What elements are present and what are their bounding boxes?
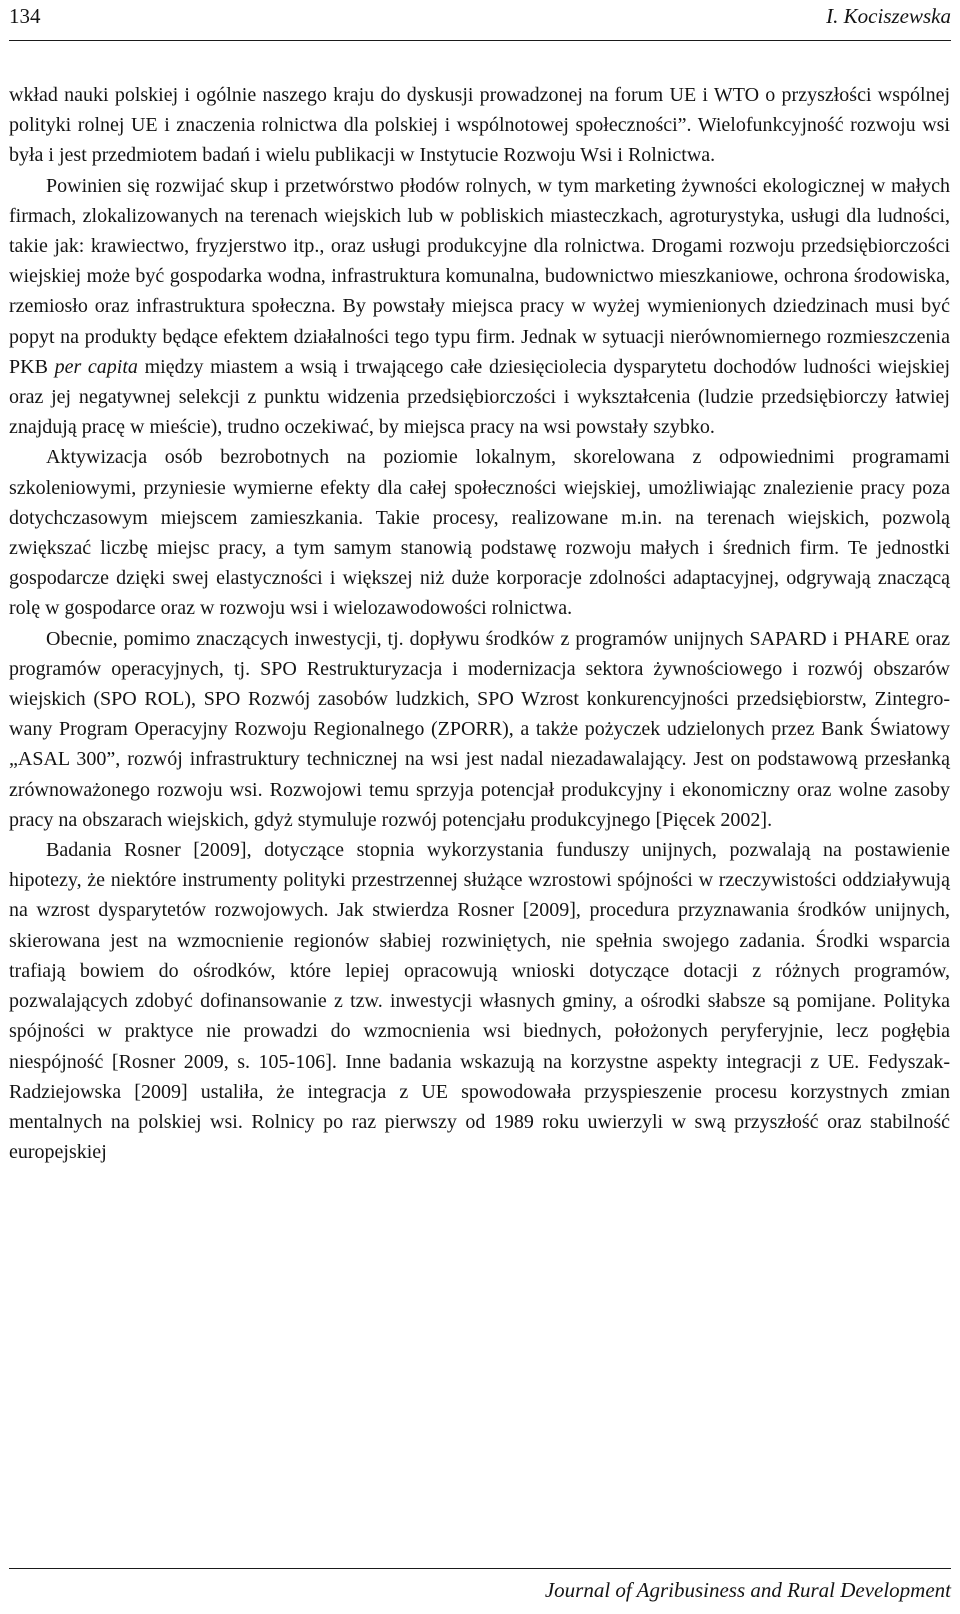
page-number: 134 (9, 4, 41, 28)
footer-rule (9, 1568, 951, 1569)
paragraph-5: Badania Rosner [2009], dotyczące stopnia wykorzystania funduszy unijnych, pozwalają na postawienie hipotezy, że niektóre instrumenty polityki przestrzennej służące wzrostowi spójności w rzeczywistości oddziaływują na wzrost dysparytetów rozwojowych. Jak stwierdza Rosner [2009], procedura przyznawania środków unijnych, skierowana jest na wzmocnienie regionów słabiej rozwiniętych, nie spełnia swojego zadania. Środki wsparcia trafiają bowiem do ośrodków, które lepiej opracowują wnioski dotyczące dotacji z różnych programów, pozwalających zdobyć dofinansowanie z tzw. inwestycji własnych gminy, a ośrodki słabsze są pomijane. Polityka spójności w praktyce nie prowadzi do wzmocnienia wsi biednych, położonych peryferyjnie, lecz pogłębia niespójność [Rosner 2009, s. 105-106]. Inne badania wskazują na korzystne aspekty integracji z UE. Fedyszak-Radziejowska [2009] ustaliła, że integracja z UE spowodowała przyspieszenie procesu korzystnych zmian mentalnych na polskiej wsi. Rolnicy po raz pierwszy od 1989 roku uwierzyli w swą przyszłość oraz stabilność europejskiej (9, 839, 950, 1164)
paragraph-3: Aktywizacja osób bezrobotnych na poziomie lokalnym, skorelowana z odpowiednimi programami szkoleniowymi, przyniesie wymierne efekty dla całej społeczności wiejskiej, umożliwiając znalezienie pracy poza dotychczasowym miejscem zamieszkania. Takie procesy, realizowane m.in. na terenach wiejskich, pozwolą zwiększać liczbę miejsc pracy, a tym samym stanowią podstawę rozwoju małych i średnich firm. Te jednostki gospodarcze dzięki swej elastyczności i większej niż duże korporacje zdolności adaptacyjnej, odgrywają znaczącą rolę w gospodarce oraz w rozwoju wsi i wielozawodowości rolnictwa. (9, 446, 950, 620)
paragraph-2-text-start: Powinien się rozwijać skup i przetwórstwo płodów rolnych, w tym marketing żywności ekologicznej w małych firmach, zlokalizowanych na terenach wiejskich lub w pobliskich miasteczkach, agroturystyka, usługi dla ludności, takie jak: krawiectwo, fryzjerstwo itp., oraz usługi produkcyjne dla rolnictwa. Drogami rozwoju przedsiębiorczości wiejskiej może być gospodarka wodna, infrastruktura komunalna, budownictwo mieszkaniowe, ochrona środowiska, rzemiosło oraz infrastruktura społeczna. By powstały miejsca pracy w wyżej wymienionych dziedzinach musi być popyt na produkty będące efektem działalności tego typu firm. Jednak w sytuacji nierównomiernego rozmieszczenia PKB (9, 174, 950, 378)
journal-name: Journal of Agribusiness and Rural Development (544, 1578, 951, 1602)
body-text (9, 80, 950, 1167)
paragraph-4: Obecnie, pomimo znaczących inwestycji, tj. dopływu środków z programów unijnych SAPARD i PHARE oraz programów operacyjnych, tj. SPO Restrukturyzacja i modernizacja sektora żywnościowego i rozwój obszarów wiejskich (SPO ROL), SPO Rozwój zasobów ludzkich, SPO Wzrost konkurencyjności przedsiębiorstw, Zintegrowany Program Operacyjny Rozwoju Regionalnego (ZPORR), a także pożyczek udzielonych przez Bank Światowy „ASAL 300”, rozwój infrastruktury technicznej na wsi jest nadal niezadawalający. Jest on podstawową przesłanką zrównoważonego rozwoju wsi. Rozwojowi temu sprzyja potencjał produkcyjny i ekonomiczny oraz wolne zasoby pracy na obszarach wiejskich, gdyż stymuluje rozwój potencjału produkcyjnego [Pięcek 2002]. (9, 627, 950, 831)
paragraph-1: wkład nauki polskiej i ogólnie naszego kraju do dyskusji prowadzonej na forum UE i WTO o przyszłości wspólnej polityki rolnej UE i znaczenia rolnictwa dla polskiej i wspólnotowej społeczności”. Wielofunkcyjność rozwoju wsi była i jest przedmiotem badań i wielu publikacji w Instytucie Rozwoju Wsi i Rolnictwa. (9, 84, 950, 167)
running-author: I. Kociszewska (826, 4, 951, 28)
paragraph-2-italic-term: per capita (54, 355, 138, 378)
paragraph-2-text-end: między miastem a wsią i trwającego całe dziesięciolecia dysparytetu dochodów ludności wiejskiej oraz jej negatywnej selekcji z punktu widzenia przedsiębiorczości i wykształcenia (ludzie przedsiębiorczy łatwiej znajdują pracę w mieście), trudno oczekiwać, by miejsca pracy na wsi powstały szybko. (9, 355, 951, 439)
running-header (9, 0, 951, 41)
paragraph-2 (9, 171, 950, 443)
